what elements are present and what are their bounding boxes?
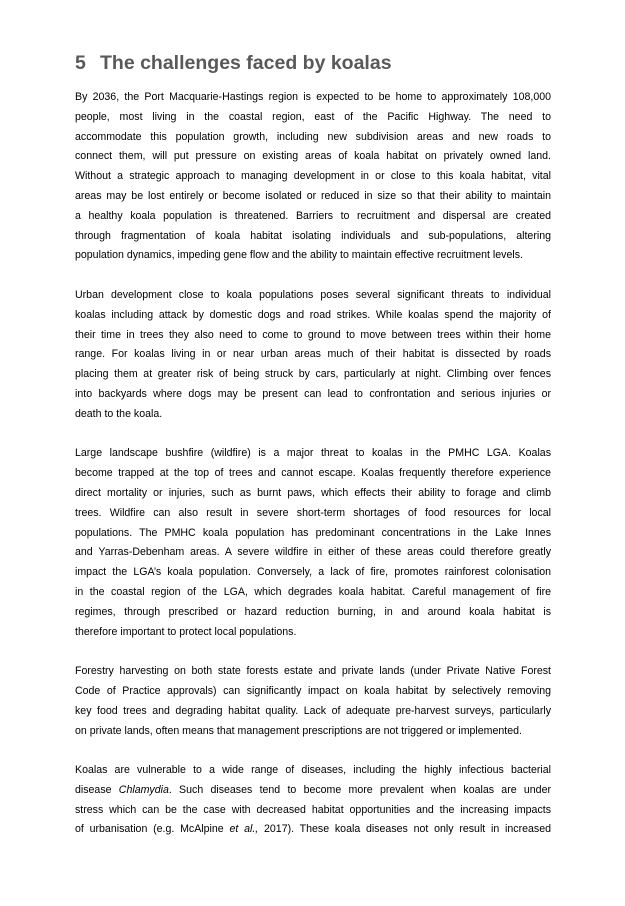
text-line [75,820,551,840]
text-line: Forestry harvesting on both state forests estate and private lands (under Private Native Forest [75,665,551,678]
paragraph-bushfire [75,444,551,642]
text-line: population dynamics, impeding gene flow and the ability to maintain effective recruitment levels. [75,249,523,262]
text-line: their time in trees they also need to come to ground to move between trees within their home [75,328,551,341]
text-line: a healthy koala population is threatened. Barriers to recruitment and dispersal are created [75,209,551,222]
paragraph-urban-development [75,286,551,425]
text-line: regimes, through prescribed or hazard reduction burning, in and around koala habitat is [75,605,551,618]
text-line: through fragmentation of koala habitat isolating individuals and sub-populations, altering [75,229,551,242]
section-title: The challenges faced by koalas [100,52,392,74]
text-line: connect them, will put pressure on existing areas of koala habitat on privately owned land. [75,150,551,163]
text-line: into backyards where dogs may be present can lead to confrontation and serious injuries or [75,387,551,400]
text-line: By 2036, the Port Macquarie-Hastings region is expected to be home to approximately 108,000 [75,91,551,103]
text-line: stress which can be the case with decreased habitat opportunities and the increasing impacts [75,803,551,816]
text-line: death to the koala. [75,407,163,420]
text-line: Without a strategic approach to managing development in or close to this koala habitat, vital [75,170,551,183]
paragraph-population-growth [75,88,551,266]
paragraph-disease [75,761,551,840]
text-line: in the coastal region of the LGA, which degrades koala habitat. Careful management of fire [75,585,551,598]
text-line: direct mortality or injuries, such as burnt paws, which effects their ability to forage and climb [75,486,551,499]
text-run: disease [75,783,119,796]
text-line: Koalas are vulnerable to a wide range of diseases, including the highly infectious bacterial [75,764,551,777]
section-heading [75,52,392,75]
text-line: areas may be lost entirely or become isolated or reduced in size so that their ability to maintain [75,189,551,202]
text-run: . Such diseases tend to become more prevalent when koalas are under [168,783,551,796]
italic-term-chlamydia: Chlamydia [118,783,169,796]
text-line: koalas including attack by domestic dogs and road strikes. While koalas spend the majority of [75,308,551,321]
text-line: become trapped at the top of trees and cannot escape. Koalas frequently therefore experience [75,467,551,480]
text-line: on private lands, often means that management prescriptions are not triggered or implemented. [75,724,522,737]
text-line: impact the LGA’s koala population. Conversely, a lack of fire, promotes rainforest colonisation [75,566,551,579]
italic-citation-et-al: et al., [229,823,259,836]
text-line: key food trees and degrading habitat quality. Lack of adequate pre-harvest surveys, particularly [75,704,551,717]
text-run: 2017). These koala diseases not only result in increased [258,823,551,836]
text-line: Large landscape bushfire (wildfire) is a major threat to koalas in the PMHC LGA. Koalas [75,447,551,460]
text-run: of urbanisation (e.g. McAlpine [75,823,230,836]
paragraph-forestry [75,662,551,741]
text-line: Urban development close to koala populations poses several significant threats to individual [75,288,551,301]
text-line: therefore important to protect local populations. [75,625,297,638]
text-line: trees. Wildfire can also result in severe short-term shortages of food resources for local [75,506,551,519]
text-line: people, most living in the coastal region, east of the Pacific Highway. The need to [75,110,551,123]
text-line [75,781,551,801]
body-text [75,88,551,860]
section-number: 5 [75,52,86,74]
text-line: Code of Practice approvals) can significantly impact on koala habitat by selectively removing [75,684,551,697]
text-line: range. For koalas living in or near urban areas much of their habitat is dissected by roads [75,348,551,361]
text-line: and Yarras-Debenham areas. A severe wildfire in either of these areas could therefore greatly [75,546,551,559]
text-line: placing them at greater risk of being struck by cars, particularly at night. Climbing over fences [75,368,551,381]
text-line: accommodate this population growth, including new subdivision areas and new roads to [75,130,551,143]
text-line: populations. The PMHC koala population has predominant concentrations in the Lake Innes [75,526,551,539]
